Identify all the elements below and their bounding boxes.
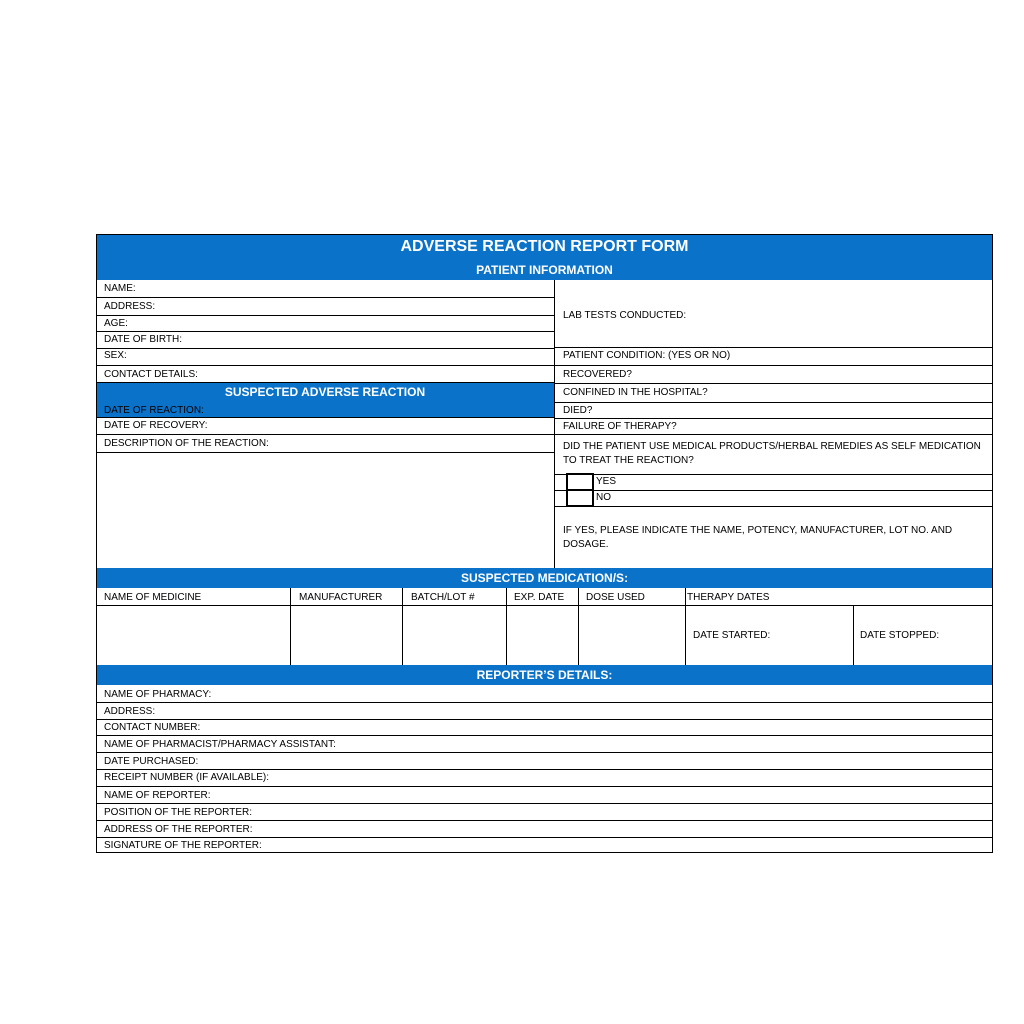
yes-label: YES bbox=[596, 476, 617, 487]
med-col-dose: DOSE USED bbox=[586, 592, 645, 603]
suspected-medication-header: SUSPECTED MEDICATION/S: bbox=[96, 568, 993, 588]
sex-label: SEX: bbox=[104, 350, 127, 361]
no-label: NO bbox=[596, 492, 611, 503]
med-col-exp-date: EXP. DATE bbox=[514, 592, 565, 603]
reporter-signature-label: SIGNATURE OF THE REPORTER: bbox=[104, 840, 262, 851]
med-col-batch: BATCH/LOT # bbox=[411, 592, 475, 603]
patient-condition-label: PATIENT CONDITION: (YES OR NO) bbox=[563, 350, 731, 361]
date-of-recovery-label: DATE OF RECOVERY: bbox=[104, 420, 208, 431]
pharmacy-address-label: ADDRESS: bbox=[104, 706, 156, 717]
no-checkbox[interactable] bbox=[566, 489, 594, 507]
med-col-manufacturer: MANUFACTURER bbox=[299, 592, 383, 603]
if-yes-instructions: IF YES, PLEASE INDICATE THE NAME, POTENCY, MANUFACTURER, LOT NO. AND DOSAGE. bbox=[563, 525, 953, 550]
date-stopped-label: DATE STOPPED: bbox=[860, 630, 940, 641]
date-of-birth-label: DATE OF BIRTH: bbox=[104, 334, 182, 345]
adverse-reaction-form bbox=[96, 234, 993, 853]
contact-number-label: CONTACT NUMBER: bbox=[104, 722, 201, 733]
med-col-name: NAME OF MEDICINE bbox=[104, 592, 202, 603]
patient-information-header: PATIENT INFORMATION bbox=[96, 260, 993, 280]
reporter-position-label: POSITION OF THE REPORTER: bbox=[104, 807, 252, 818]
receipt-number-label: RECEIPT NUMBER (IF AVAILABLE): bbox=[104, 772, 270, 783]
pharmacy-name-label: NAME OF PHARMACY: bbox=[104, 689, 212, 700]
name-label: NAME: bbox=[104, 283, 136, 294]
recovered-label: RECOVERED? bbox=[563, 369, 632, 380]
suspected-adverse-reaction-header: SUSPECTED ADVERSE REACTION bbox=[96, 383, 554, 402]
failure-of-therapy-label: FAILURE OF THERAPY? bbox=[563, 421, 677, 432]
description-of-reaction-label: DESCRIPTION OF THE REACTION: bbox=[104, 438, 269, 449]
lab-tests-label: LAB TESTS CONDUCTED: bbox=[563, 310, 687, 321]
date-started-label: DATE STARTED: bbox=[693, 630, 771, 641]
date-purchased-label: DATE PURCHASED: bbox=[104, 756, 199, 767]
contact-details-label: CONTACT DETAILS: bbox=[104, 369, 198, 380]
died-label: DIED? bbox=[563, 405, 593, 416]
form-title: ADVERSE REACTION REPORT FORM bbox=[96, 234, 993, 260]
reporter-name-label: NAME OF REPORTER: bbox=[104, 790, 211, 801]
reporters-details-header: REPORTER’S DETAILS: bbox=[96, 665, 993, 685]
date-of-reaction-label: DATE OF REACTION: bbox=[104, 405, 204, 416]
pharmacist-name-label: NAME OF PHARMACIST/PHARMACY ASSISTANT: bbox=[104, 739, 336, 750]
confined-label: CONFINED IN THE HOSPITAL? bbox=[563, 387, 708, 398]
address-label: ADDRESS: bbox=[104, 301, 156, 312]
age-label: AGE: bbox=[104, 318, 128, 329]
reporter-address-label: ADDRESS OF THE REPORTER: bbox=[104, 824, 253, 835]
self-medication-question: DID THE PATIENT USE MEDICAL PRODUCTS/HERBAL REMEDIES AS SELF MEDICATION TO TREAT THE REACTION? bbox=[563, 441, 981, 466]
med-col-therapy-dates: THERAPY DATES bbox=[687, 592, 770, 603]
